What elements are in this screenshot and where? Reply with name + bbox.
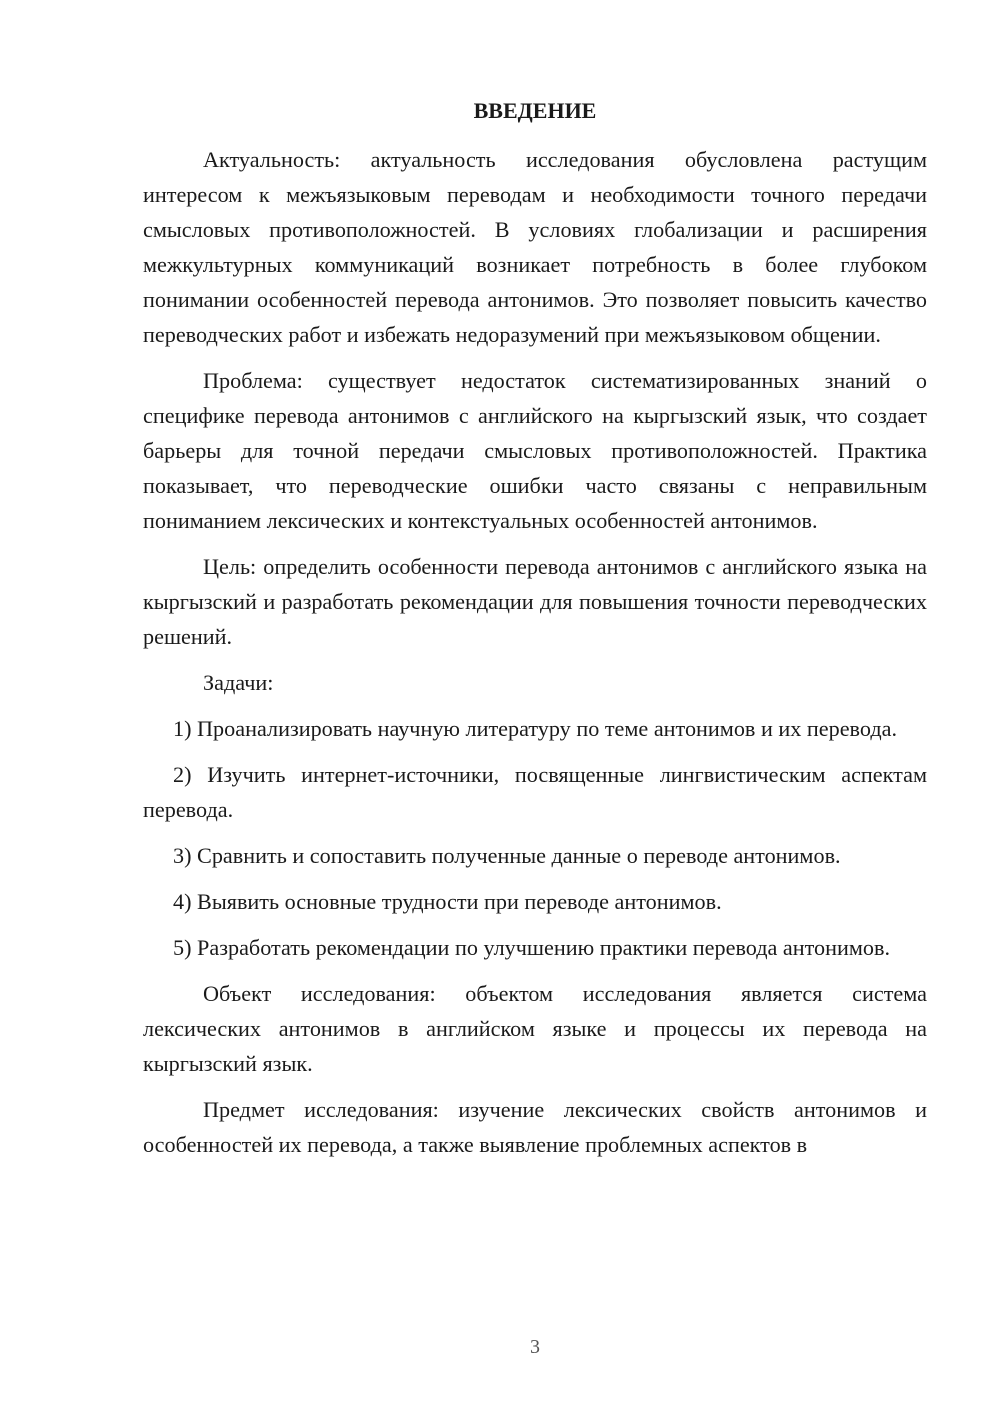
task-item: 1) Проанализировать научную литературу по теме антонимов и их перевода.	[173, 716, 898, 741]
task-item: 4) Выявить основные трудности при переводе антонимов.	[173, 889, 722, 914]
task-item: 2) Изучить интернет-источники, посвященные лингвистическим аспектам перевода.	[143, 762, 927, 822]
task-item: 5) Разработать рекомендации по улучшению практики перевода антонимов.	[173, 935, 891, 960]
page-heading: ВВЕДЕНИЕ	[473, 98, 597, 123]
page-number: 3	[530, 1336, 540, 1358]
document-body	[143, 142, 927, 1173]
paragraph-object: Объект исследования: объектом исследования является система лексических антонимов в английском языке и процессы их перевода на кыргызский язык.	[143, 981, 927, 1076]
paragraph-tasks-heading: Задачи:	[203, 670, 274, 695]
paragraph-subject: Предмет исследования: изучение лексических свойств антонимов и особенностей их перевода, а также выявление проблемных аспектов в	[143, 1097, 927, 1157]
task-item: 3) Сравнить и сопоставить полученные данные о переводе антонимов.	[173, 843, 841, 868]
paragraph-problem: Проблема: существует недостаток систематизированных знаний о специфике перевода антонимов с английского на кыргызский язык, что создает барьеры для точной передачи смысловых противоположностей. Практика показывает, что переводческие ошибки часто связаны с неправильным пониманием лексических и контекстуальных особенностей антонимов.	[143, 368, 927, 533]
paragraph-relevance: Актуальность: актуальность исследования обусловлена растущим интересом к межъязыковым переводам и необходимости точного передачи смысловых противоположностей. В условиях глобализации и расширения межкультурных коммуникаций возникает потребность в более глубоком понимании особенностей перевода антонимов. Это позволяет повысить качество переводческих работ и избежать недоразумений при межъязыковом общении.	[143, 147, 927, 347]
paragraph-goal: Цель: определить особенности перевода антонимов с английского языка на кыргызский и разработать рекомендации для повышения точности переводческих решений.	[143, 554, 927, 649]
